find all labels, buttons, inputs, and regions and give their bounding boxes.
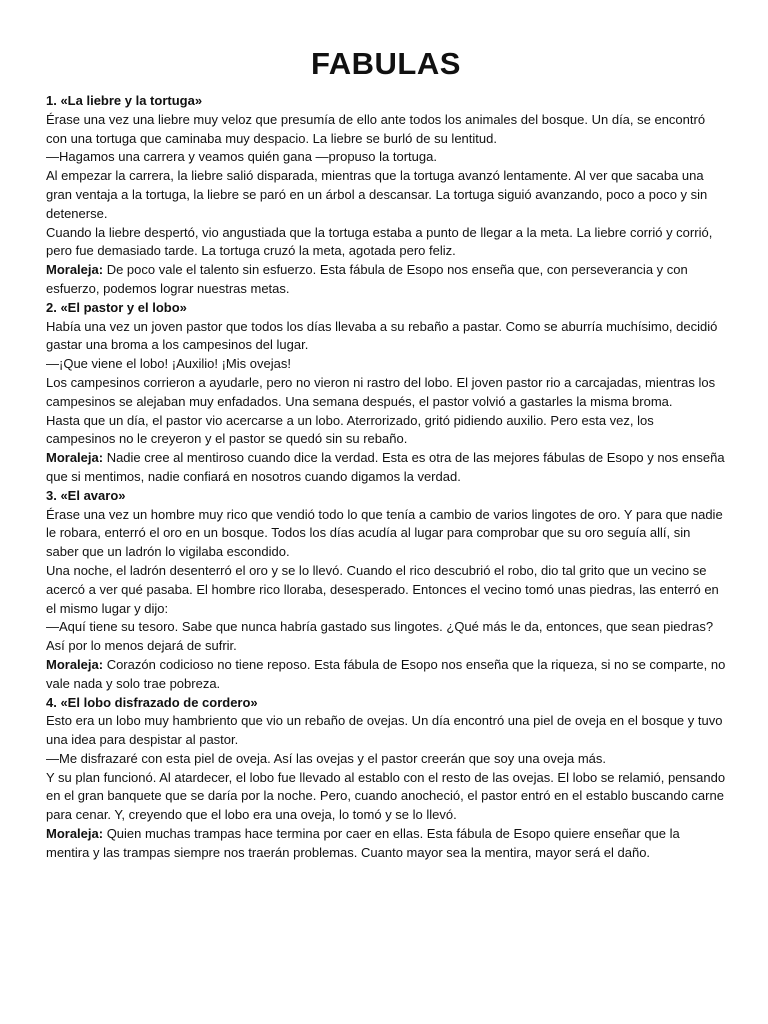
fable-4 xyxy=(46,694,726,863)
fable-paragraph: Cuando la liebre despertó, vio angustiada que la tortuga estaba a punto de llegar a la meta. La liebre corrió y corrió, pero fue demasiado tarde. La tortuga cruzó la meta, agotada pero feliz. xyxy=(46,224,713,259)
fable-heading: 3. «El avaro» xyxy=(46,487,126,503)
fable-paragraph: Una noche, el ladrón desenterró el oro y se lo llevó. Cuando el rico descubrió el robo, dio tal grito que un vecino se acercó a ver qué pasaba. El hombre rico lloraba, desesperado. Entonces el vecino tomó unas piedras, las enterró en el mismo lugar y dijo: xyxy=(46,562,719,616)
fable-paragraph: —Me disfrazaré con esta piel de oveja. Así las ovejas y el pastor creerán que soy una oveja más. xyxy=(46,750,607,766)
fable-heading: 2. «El pastor y el lobo» xyxy=(46,299,187,315)
fable-1 xyxy=(46,92,726,299)
moral-label: Moraleja: xyxy=(46,656,104,672)
moral-label: Moraleja: xyxy=(46,262,104,278)
moral-paragraph xyxy=(46,656,726,694)
moral-paragraph xyxy=(46,825,726,863)
fable-heading: 1. «La liebre y la tortuga» xyxy=(46,93,203,108)
fable-paragraph: Había una vez un joven pastor que todos los días llevaba a su rebaño a pastar. Como se aburría muchísimo, decidió gastar una broma a los campesinos del lugar. xyxy=(46,318,718,353)
moral-paragraph xyxy=(46,449,726,487)
document-page xyxy=(46,44,726,863)
moral-text: Corazón codicioso no tiene reposo. Esta fábula de Esopo nos enseña que la riqueza, si no se comparte, no vale nada y solo trae pobreza. xyxy=(46,656,726,691)
fable-heading: 4. «El lobo disfrazado de cordero» xyxy=(46,694,258,710)
fable-paragraph: —¡Que viene el lobo! ¡Auxilio! ¡Mis ovejas! xyxy=(46,356,291,372)
page-title: FABULAS xyxy=(311,46,461,81)
moral-label: Moraleja: xyxy=(46,450,104,466)
moral-paragraph xyxy=(46,261,726,299)
fable-paragraph: Érase una vez una liebre muy veloz que presumía de ello ante todos los animales del bosque. Un día, se encontró con una tortuga que caminaba muy despacio. La liebre se burló de su lentitud. xyxy=(46,111,706,146)
fable-2 xyxy=(46,299,726,487)
fable-3 xyxy=(46,487,726,694)
fable-paragraph: —Aquí tiene su tesoro. Sabe que nunca habría gastado sus lingotes. ¿Qué más le da, entonces, que sean piedras? Así por lo menos dejará de sufrir. xyxy=(46,619,714,654)
fable-paragraph: —Hagamos una carrera y veamos quién gana —propuso la tortuga. xyxy=(46,149,437,165)
fable-paragraph: Y su plan funcionó. Al atardecer, el lobo fue llevado al establo con el resto de las ovejas. El lobo se relamió, pensando en el gran banquete que se daría por la noche. Pero, cuando anocheció, el pastor entró en el establo buscando carne para cenar. Y, creyendo que el lobo era una oveja, lo tomó y se lo llevó. xyxy=(46,769,726,823)
fable-paragraph: Esto era un lobo muy hambriento que vio un rebaño de ovejas. Un día encontró una piel de oveja en el bosque y tuvo una idea para despistar al pastor. xyxy=(46,713,723,748)
fable-paragraph: Los campesinos corrieron a ayudarle, pero no vieron ni rastro del lobo. El joven pastor rio a carcajadas, mientras los campesinos se alejaban muy enfadados. Una semana después, el pastor volvió a gastarles la misma broma. xyxy=(46,374,716,409)
moral-text: De poco vale el talento sin esfuerzo. Esta fábula de Esopo nos enseña que, con perseverancia y con esfuerzo, podemos lograr nuestras metas. xyxy=(46,262,688,296)
fable-paragraph: Al empezar la carrera, la liebre salió disparada, mientras que la tortuga avanzó lentamente. Al ver que sacaba una gran ventaja a la tortuga, la liebre se paró en un árbol a descansar. La tortuga siguió avanzando, poco a poco y sin detenerse. xyxy=(46,168,708,221)
fable-paragraph: Érase una vez un hombre muy rico que vendió todo lo que tenía a cambio de varios lingotes de oro. Y para que nadie le robara, enterró el oro en un bosque. Todos los días acudía al lugar para comprobar que su oro seguía allí, sin saber que un ladrón lo vigilaba escondido. xyxy=(46,506,723,560)
moral-text: Nadie cree al mentiroso cuando dice la verdad. Esta es otra de las mejores fábulas de Esopo y nos enseña que si mentimos, nadie confiará en nosotros cuando digamos la verdad. xyxy=(46,450,725,484)
moral-text: Quien muchas trampas hace termina por caer en ellas. Esta fábula de Esopo quiere enseñar que la mentira y las trampas siempre nos traerán problemas. Cuanto mayor sea la mentira, mayor será el daño. xyxy=(46,826,680,860)
moral-label: Moraleja: xyxy=(46,826,104,842)
fable-paragraph: Hasta que un día, el pastor vio acercarse a un lobo. Aterrorizado, gritó pidiendo auxilio. Pero esta vez, los campesinos no le creyeron y el pastor se quedó sin su rebaño. xyxy=(46,412,654,447)
